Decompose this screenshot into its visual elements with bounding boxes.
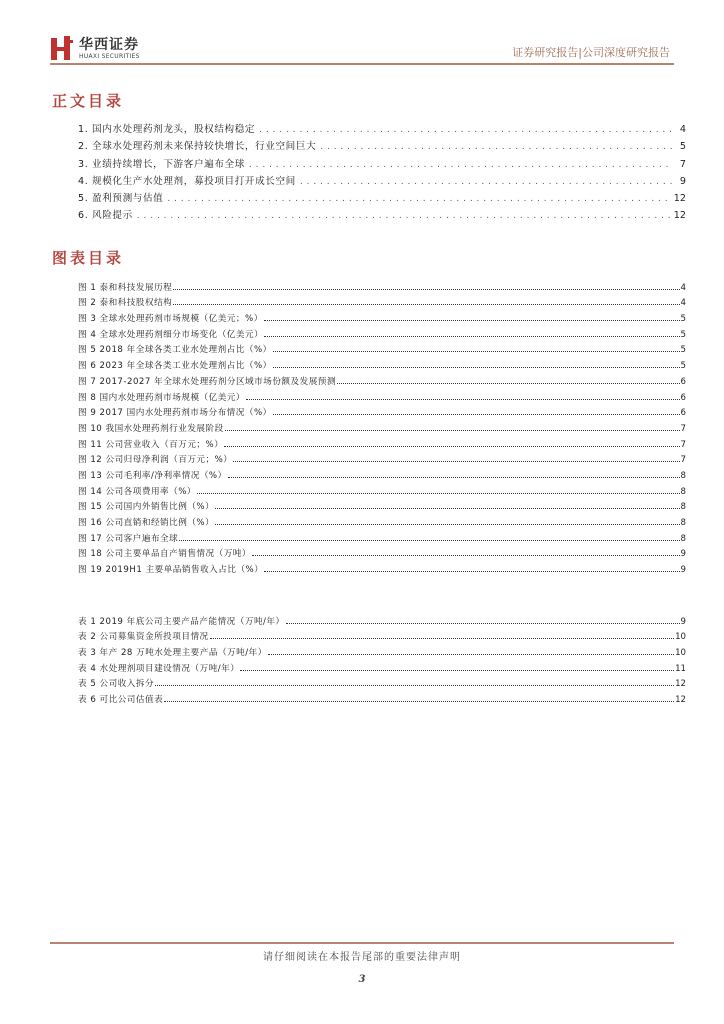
figure-list-item[interactable]: 图 8 国内水处理药剂市场规模（亿美元） 6 [78,392,686,403]
table-list-item[interactable]: 表 3 年产 28 万吨水处理主要产品（万吨/年） 10 [78,648,686,659]
toc-item[interactable]: 2. 全球水处理药剂未来保持较快增长，行业空间巨大 . . . 5 [78,135,686,152]
page-number: 3 [358,974,366,985]
figure-list-item[interactable]: 图 14 公司各项费用率（%） 8 [78,486,686,497]
figure-list-item[interactable]: 图 17 公司客户遍布全球 8 [78,533,686,544]
toc-item[interactable]: 4. 规模化生产水处理剂，募投项目打开成长空间 . . . 9 [78,170,686,187]
logo-english-name: HUAXI SECURITIES [79,53,140,60]
figure-list-item[interactable]: 图 5 2018 年全球各类工业水处理剂占比（%） 5 [78,345,686,356]
toc-item[interactable]: 5. 盈利预测与估值 . . . 12 [78,187,686,204]
figure-list-item[interactable]: 图 11 公司营业收入（百万元；%） 7 [78,439,686,450]
figure-list-item[interactable]: 图 13 公司毛利率/净利率情况（%） 8 [78,470,686,481]
company-logo [50,32,170,66]
figure-list-item[interactable]: 图 18 公司主要单品自产销售情况（万吨） 9 [78,549,686,560]
figure-list-item[interactable]: 图 7 2017-2027 年全球水处理药剂分区域市场份额及发展预测 6 [78,376,686,387]
figure-list-item[interactable]: 图 15 公司国内外销售比例（%） 8 [78,502,686,513]
table-list-item[interactable]: 表 5 公司收入拆分 12 [78,679,686,690]
huaxi-logo-icon [50,34,74,62]
toc-item[interactable]: 1. 国内水处理药剂龙头，股权结构稳定 . . . 4 [78,118,686,135]
figure-list-item[interactable]: 图 6 2023 年全球各类工业水处理剂占比（%） 5 [78,361,686,372]
figure-list-item[interactable]: 图 12 公司归母净利润（百万元；%） 7 [78,455,686,466]
legal-disclaimer: 请仔细阅读在本报告尾部的重要法律声明 [263,952,461,963]
figure-list-item[interactable]: 图 19 2019H1 主要单品销售收入占比（%） 9 [78,565,686,576]
header-divider [50,63,674,65]
report-type-label: 证券研究报告|公司深度研究报告 [512,46,670,59]
figure-list-item[interactable]: 图 16 公司直销和经销比例（%） 8 [78,518,686,528]
table-list-item[interactable]: 表 1 2019 年底公司主要产品产能情况（万吨/年） 9 [78,616,686,627]
toc-list [78,118,686,221]
toc-item[interactable]: 6. 风险提示 . . . 12 [78,204,686,221]
toc-title: 正文目录 [52,92,125,110]
toc-item[interactable]: 3. 业绩持续增长，下游客户遍布全球 . . . 7 [78,152,686,169]
figures-title: 图表目录 [52,249,125,267]
figure-list-item[interactable]: 图 9 2017 国内水处理药剂市场分布情况（%） 6 [78,408,686,419]
table-list-item[interactable]: 表 6 可比公司估值表 12 [78,695,686,706]
figure-list-item[interactable]: 图 2 泰和科技股权结构 4 [78,298,686,309]
tables-list [78,611,686,705]
figure-list-item[interactable]: 图 1 泰和科技发展历程 4 [78,282,686,293]
figure-list-item[interactable]: 图 4 全球水处理药剂细分市场变化（亿美元） 5 [78,329,686,340]
table-list-item[interactable]: 表 2 公司募集资金所投项目情况 10 [78,632,686,643]
footer-divider [50,942,674,944]
figures-list [78,277,686,575]
logo-chinese-name: 华西证券 [79,37,139,53]
figure-list-item[interactable]: 图 3 全球水处理药剂市场规模（亿美元；%） 5 [78,314,686,325]
table-list-item[interactable]: 表 4 水处理剂项目建设情况（万吨/年） 11 [78,663,686,674]
figure-list-item[interactable]: 图 10 我国水处理药剂行业发展阶段 7 [78,423,686,434]
